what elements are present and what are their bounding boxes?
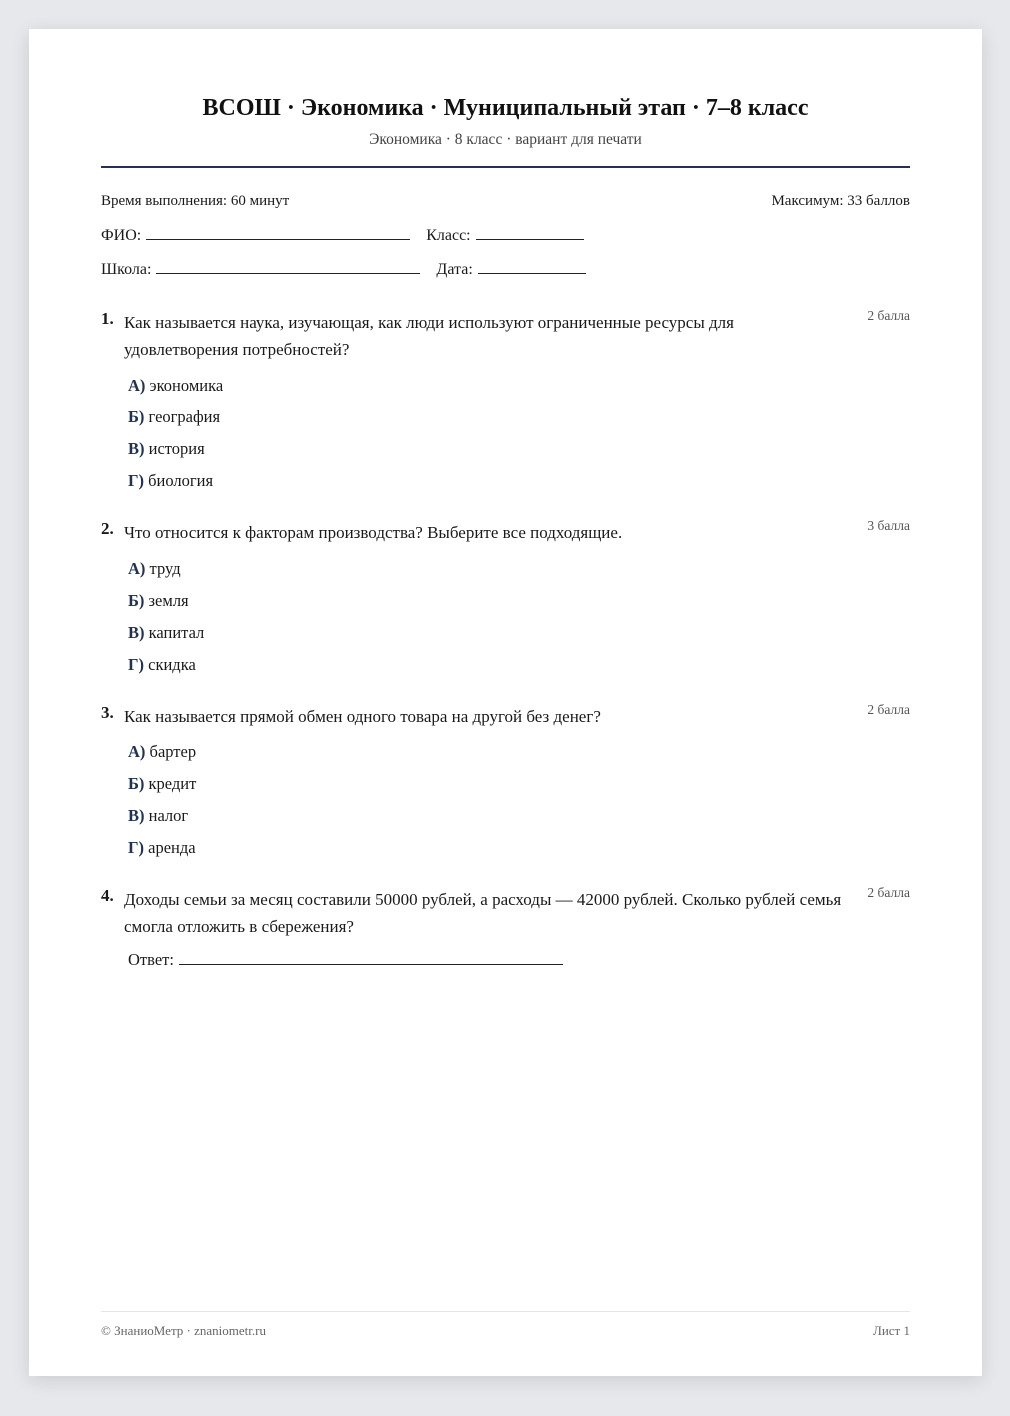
question-number: 1. — [101, 309, 114, 328]
question-number: 4. — [101, 886, 114, 905]
option-d[interactable] — [128, 471, 213, 491]
option-letter: А) — [128, 376, 146, 395]
answer-label: Ответ: — [128, 950, 174, 969]
option-letter: Б) — [128, 591, 145, 610]
option-letter: Г) — [128, 655, 144, 674]
option-c[interactable] — [128, 439, 205, 459]
option-text: труд — [149, 559, 181, 578]
question-points: 2 балла — [867, 702, 910, 717]
option-a[interactable] — [128, 742, 196, 762]
option-c[interactable] — [128, 806, 188, 826]
worksheet-page — [29, 29, 982, 1376]
header-divider — [101, 166, 910, 168]
option-text: капитал — [148, 623, 205, 642]
option-letter: Г) — [128, 838, 144, 857]
time-limit: Время выполнения: 60 минут — [101, 193, 290, 209]
option-a[interactable] — [128, 376, 223, 396]
date-label: Дата: — [436, 261, 473, 278]
option-b[interactable] — [128, 407, 220, 427]
question-text: Как называется прямой обмен одного товара на другой без денег? — [124, 707, 601, 726]
question-points: 3 балла — [867, 518, 910, 533]
option-letter: Г) — [128, 471, 144, 490]
option-d[interactable] — [128, 655, 196, 675]
option-letter: В) — [128, 439, 145, 458]
school-label: Школа: — [101, 261, 152, 278]
option-letter: В) — [128, 806, 145, 825]
option-letter: В) — [128, 623, 145, 642]
question-number: 3. — [101, 703, 114, 722]
name-class-row — [101, 225, 584, 245]
option-c[interactable] — [128, 623, 204, 643]
option-text: скидка — [148, 655, 196, 674]
question-text: Как называется наука, изучающая, как люди используют ограниченные ресурсы для удовлетворения потребностей? — [124, 313, 734, 359]
name-label: ФИО: — [101, 227, 142, 244]
option-b[interactable] — [128, 591, 189, 611]
school-field[interactable] — [156, 259, 420, 274]
option-letter: Б) — [128, 407, 145, 426]
answer-row — [128, 950, 563, 970]
option-d[interactable] — [128, 838, 196, 858]
page-subtitle: Экономика · 8 класс · вариант для печати — [369, 131, 642, 148]
answer-field[interactable] — [179, 950, 563, 965]
question-text: Что относится к факторам производства? Выберите все подходящие. — [124, 523, 623, 542]
option-text: биология — [148, 471, 214, 490]
option-letter: Б) — [128, 774, 145, 793]
class-label: Класс: — [426, 227, 471, 244]
option-letter: А) — [128, 742, 146, 761]
option-text: бартер — [149, 742, 197, 761]
question-points: 2 балла — [867, 885, 910, 900]
option-text: земля — [148, 591, 189, 610]
name-field[interactable] — [146, 225, 410, 240]
option-a[interactable] — [128, 559, 181, 579]
footer-page-number: Лист 1 — [873, 1323, 910, 1338]
option-text: экономика — [149, 376, 224, 395]
option-b[interactable] — [128, 774, 196, 794]
class-field[interactable] — [476, 225, 584, 240]
option-letter: А) — [128, 559, 146, 578]
option-text: история — [148, 439, 205, 458]
option-text: налог — [148, 806, 189, 825]
option-text: кредит — [148, 774, 197, 793]
footer-copyright: © ЗнаниоМетр · znaniometr.ru — [101, 1323, 266, 1338]
page-title: ВСОШ · Экономика · Муниципальный этап · 7–8 класс — [202, 95, 809, 121]
question-number: 2. — [101, 519, 114, 538]
question-points: 2 балла — [867, 308, 910, 323]
max-score: Максимум: 33 баллов — [771, 193, 910, 209]
option-text: география — [148, 407, 221, 426]
option-text: аренда — [148, 838, 196, 857]
question-text: Доходы семьи за месяц составили 50000 рублей, а расходы — 42000 рублей. Сколько рублей семья смогла отложить в сбережения? — [124, 890, 842, 936]
school-date-row — [101, 259, 586, 279]
date-field[interactable] — [478, 259, 586, 274]
footer-divider — [101, 1311, 910, 1312]
